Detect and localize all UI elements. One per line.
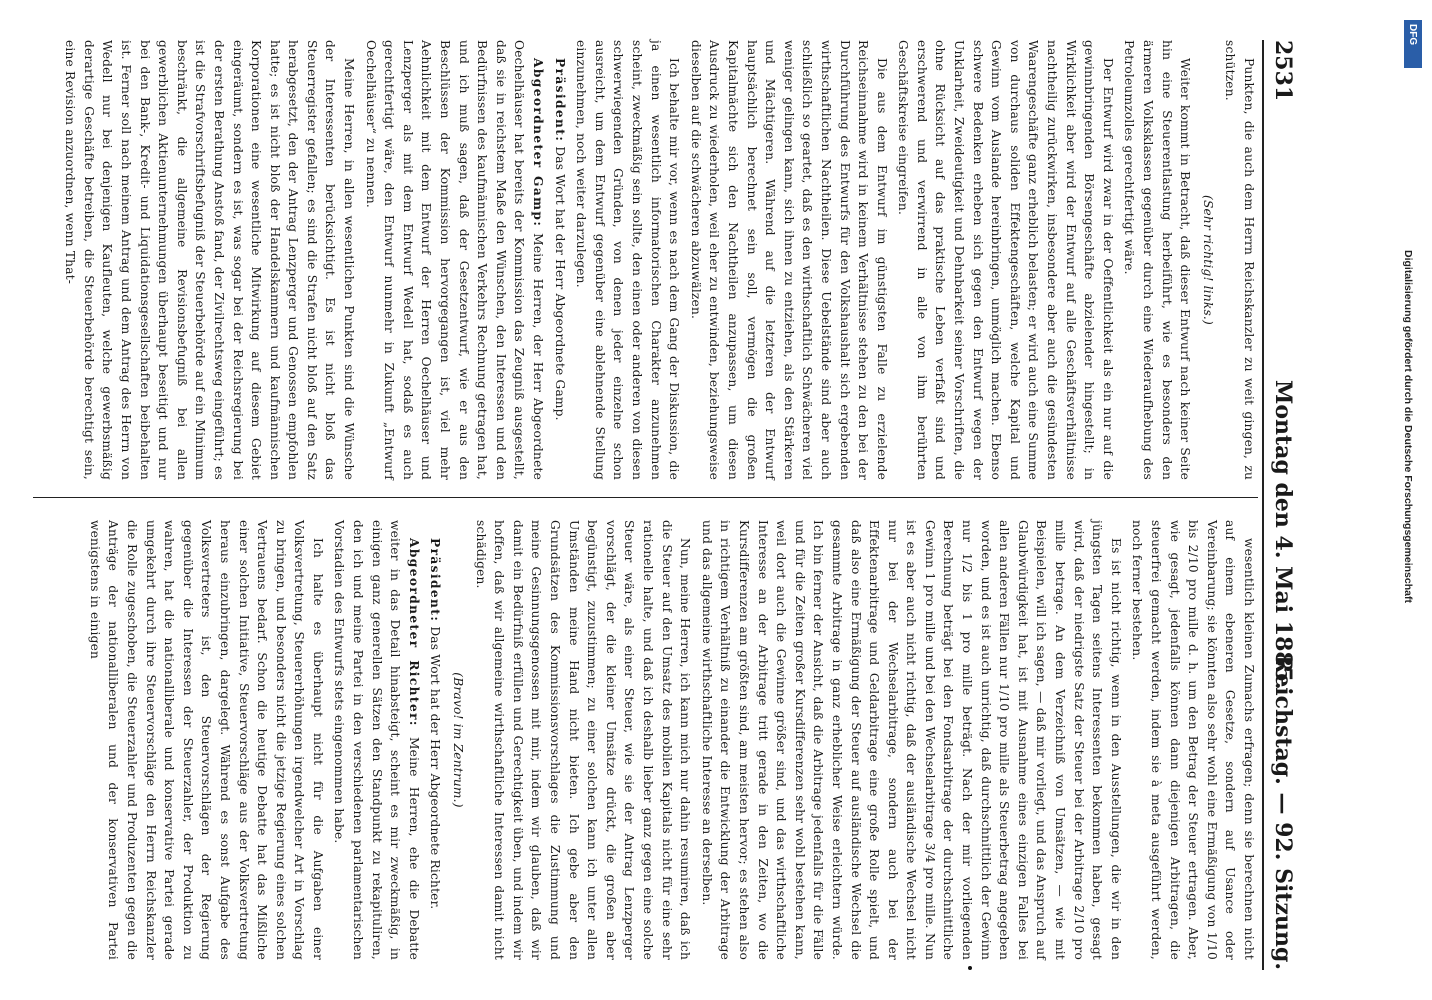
speech-paragraph (361, 40, 547, 480)
text-paragraph: Ich behalte mir vor, wenn es nach dem Gang der Diskussion, die ja einen wesentlich informatorischen Charakter anzunehmen scheint, zweckmäßig sein sollte, den einen oder anderen von diesen schwerwiegenden Gründen, von denen jeder einzelne schon ausreicht, um dem Entwurf gegenüber eine ablehnende Stellung einzunehmen, noch weiter darzulegen. (574, 40, 682, 480)
dfg-logo-text: DFG (1407, 24, 1418, 46)
speech-paragraph (426, 520, 445, 960)
text-paragraph: Weiter kommt in Betracht, daß dieser Entwurf nach keiner Seite hin eine Steuerentlastung herbeiführt, wie es besonders den ärmeren Volksklassen gegenüber durch eine Wiederaufhebung des Petroleumzolles gerechtfertigt wäre. (1122, 40, 1193, 480)
text-paragraph: Ich halte es überhaupt nicht für die Aufgaben einer Volksvertretung, Steuererhöhungen irgendwelcher Art in Vorschlag zu bringen, und besonders nicht die jetzige Regierung eines solchen Vertrauens bedarf. Schon die heutige Debatte hat das Mißliche einer solchen Initiative, Steuervorschläge aus der Volksvertretung heraus einzubringen, dargelegt. Während es sonst Aufgabe des Volksvertreters ist, den Steuervorschlägen der Regierung gegenüber die Interessen der Steuerzahler, der Produktion zu wahren, hat die nationalliberale und konservative Partei gerade umgekehrt durch ihre Steuervorschläge den Herrn Reichskanzler die Rolle zugeschoben, die Steuerzahler und Produzenten gegen die Anträge der nationalliberalen und der konservativen Partei wenigstens in einigen (87, 520, 325, 960)
stage-direction: (Sehr richtig! links.) (1200, 195, 1215, 325)
speech-paragraph (330, 520, 423, 960)
digitization-credit (1398, 250, 1418, 950)
left-column (58, 40, 1258, 480)
session-title: Reichstag. — 92. Sitzung. (1270, 654, 1296, 970)
text-paragraph: Die aus dem Entwurf im günstigsten Falle zu erzielende Reichseinnahme wird in keinem Verhältnisse stehen zu den bei der Durchführung des Entwurfs für den Volkshaushalt sich ergebenden wirthschaftlichen Nachtheilen. Diese Uebelstände sind aber auch schließlich so geartet, daß es den wirthschaftlich Schwächeren viel weniger gelingen kann, sich ihnen zu entziehen, als den Stärkeren und Mächtigeren. Während auf die letzteren der Entwurf hauptsächlich berechnet sein soll, vermögen die großen Kapitalmächte sich den Nachtheilen anzupassen, um diesen Ausdruck zu wiederholen, weil eher zu entwinden, beziehungsweise dieselben auf die schwächeren abzuwälzen. (688, 40, 889, 480)
stage-direction: (Bravo! im Zentrum.) (451, 672, 466, 808)
dfg-logo (1404, 20, 1422, 68)
text-paragraph: Punkten, die auch dem Herrn Reichskanzler zu weit gingen, zu schützen. (1223, 40, 1256, 480)
right-column (82, 520, 1258, 960)
speech-text: Meine Herren, der Herr Abgeordnete Oechelhäuser hat bereits der Kommission das Zeugniß ausgestellt, daß sie in reichstem Maße den Wünschen, den Interessen und den Bedürfnissen des kaufmännischen Verkehrs Rechnung getragen hat, und ich muß sagen, daß der Gesetzentwurf, wie er aus den Beschlüssen der Kommission hervorgegangen ist, viel mehr Aehnlichkeit mit dem Entwurf der Herren Oechelhäuser und Lenzperger als mit dem Entwurf Wedell hat, sodaß es auch gerechtfertigt wäre, den Entwurf nunmehr in Zukunft „Entwurf Oechelhäuser“ zu nennen. (363, 40, 546, 480)
speaker-name: Präsident: (428, 538, 443, 623)
speaker-name: Abgeordneter Richter: (406, 538, 421, 727)
text-paragraph: Meine Herren, in allen wesentlichen Punkten sind die Wünsche der Interessenten berücksichtigt. Es ist nicht bloß das Steuerregister gefallen; es sind die Strafen nicht bloß auf den Satz herabgesetzt, den der Antrag Lenzperger und Genossen empfohlen hatte; es ist nicht bloß der Handelskammern und kaufmännischen Korporationen eine wesentliche Mitwirkung auf diesem Gebiet eingeräumt, sondern es ist, was sogar bei der Reichsregierung bei der ersten Berathung Anstoß fand, der Zivilrechtsweg eingeführt; es ist die Strafvorschriftsbefugniß der Steuerbehörde auf ein Minimum beschränkt, die allgemeine Revisionsbefugniß bei allen gewerblichen Aktienunternehmungen überhaupt beseitigt und nur bei den Bank-, Kredit- und Liquidationsgesellschaften beibehalten ist. Ferner soll nach meinem Antrag und dem Antrag des Herrn von Wedell nur bei denjenigen Kaufleuten, welche gewerbsmäßig derartige Geschäfte betreiben, die Steuerbehörde berechtigt sein, eine Revision anzuordnen, wenn That- (63, 40, 357, 480)
speech-text: Das Wort hat der Herr Abgeordnete Gamp. (552, 146, 567, 421)
credit-text: Digitalisierung gefördert durch die Deutsche Forschungsgemeinschaft (1402, 250, 1414, 603)
rotated-newspaper-page (20, 0, 1330, 1000)
page-date: Montag den 4. Mai 1885. (1270, 380, 1296, 690)
speech-text: Das Wort hat der Herr Abgeordnete Richter. (428, 626, 443, 910)
text-paragraph: Es ist nicht richtig, wenn in den Ausstellungen, die wir in den jüngsten Tagen seitens Interessenten bekommen haben, gesagt wird, daß der niedrigste Satz der Steuer bei der Arbitrage 2/10 pro mille betrage. An dem Verzeichniß von Umsätzen, — wie mit Beispielen, will ich sagen, — daß mir vorliegt, und das Anspruch auf Glaubwürdigkeit hat, ist mit Ausnahme eines einzigen Falles bei allen anderen Fällen nur 1/10 pro mille als Steuerbetrag angegeben worden, und es ist auch unrichtig, daß durchschnittlich der Gewinn nur 1/2 bis 1 pro mille beträgt. Nach der mir vorliegenden Berechnung beträgt bei den Fondsarbitrage der durchschnittliche Gewinn 1 pro mille und bei den Wechselarbitrage 3/4 pro mille. Nun ist es aber auch nicht richtig, daß der ausländische Wechsel nicht nur bei der Wechselarbitrage, sondern auch bei der Effektenarbitrage und Geldarbitrage eine große Rolle spielt, und daß also eine Ermäßigung der Steuer auf ausländische Wechsel die gesammte Arbitrage in ganz erheblicher Weise erleichtern würde. Ich bin ferner der Ansicht, daß die Arbitrage jedenfalls für die Fälle und für die Zeiten großer Kursdifferenzen sehr wohl bestehen kann, weil dort auch die Gewinne größer sind, und das wirthschaftliche Interesse an der Arbitrage tritt gerade in den Zeiten, wo die Kursdifferenzen am größten sind, am meisten hervor; es stehen also in richtigem Verhältniß zu einander die Entwicklung der Arbitrage und das allgemeine wirthschaftliche Interesse an derselben. (699, 520, 1123, 960)
speech-paragraph (550, 40, 569, 480)
column-divider (33, 497, 1258, 498)
text-paragraph: Der Entwurf wird zwar in der Oeffentlichkeit als ein nur auf die gewinnbringenden Börsengeschäfte abzielender hingestellt; in Wirklichkeit aber wird der Entwurf auf alle Geschäftsverhältnisse nachtheilig zurückwirken, insbesondere aber auch die gesündesten Waarengeschäfte ganz erheblich belasten; er wird auch eine Summe von durchaus soliden Effektengeschäften, welche Kapital und Gewinn vom Auslande hereinbringen, unmöglich machen. Ebenso schwere Bedenken erheben sich gegen den Entwurf wegen der Unklarheit, Zweideutigkeit und Dehnbarkeit seiner Vorschriften, die ohne Rücksicht auf das praktische Leben verfaßt sind und erschwerend und verwirrend in alle von ihm berührten Geschäftskreise eingreifen. (896, 40, 1115, 480)
text-paragraph: wesentlich kleinen Zumachs erfragen; denn sie berechnen nicht auf einem ebeneren Gesetze, sondern auf Usance oder Vereinbarung; sie könnten also sehr wohl eine Ermäßigung von 1/10 bis 2/10 pro mille d. h. um den Betrag der Steuer ertragen. Aber, wie gesagt, jedenfalls können dann diejenigen Arbitragen, die steuerfrei gemacht werden, indem sie à meta ausgeführt werden, noch ferner bestehen. (1130, 520, 1256, 960)
speaker-name: Präsident: (552, 58, 567, 143)
page-header (1262, 40, 1302, 970)
speech-text: Meine Herren, ehe die Debatte weiter in das Detail hinabsteigt, scheint es mir zweckmäßig, in einigen ganz generellen Sätzen den Standpunkt zu rekapituliren, den ich und meine Partei in den verschiedenen parlamentarischen Vorstadien des Entwurfs stets eingenommen habe. (332, 520, 421, 960)
text-paragraph: Nun, meine Herren, ich kann mich nur dahin resumiren, daß ich die Steuer auf den Umsatz des mobilen Kapitals nicht für eine sehr rationelle halte, und daß ich deshalb lieber ganz gegen eine solche Steuer wäre, als einer Steuer, wie sie der Antrag Lenzperger vorschlägt, der die kleiner Umsätze drückt, die großen aber begünstigt, zuzustimmen; zu einer solchen kann ich unter allen Umständen meine Hand nicht bieten. Ich gebe aber den Grundsätzen des Kommissionsvorschlages die Zustimmung und meine Gesinnungsgenossen mit mir, indem wir glauben, daß wir damit ein Bedürfniß erfüllen und Gerechtigkeit üben, und indem wir hoffen, daß wir allgemeine wirthschaftliche Interessen damit nicht schädigen. (473, 520, 693, 960)
scan-speck (968, 966, 972, 970)
page-number: 2531 (1270, 40, 1296, 102)
header-rule (1262, 40, 1264, 970)
speaker-name: Abgeordneter Gamp: (531, 58, 546, 228)
